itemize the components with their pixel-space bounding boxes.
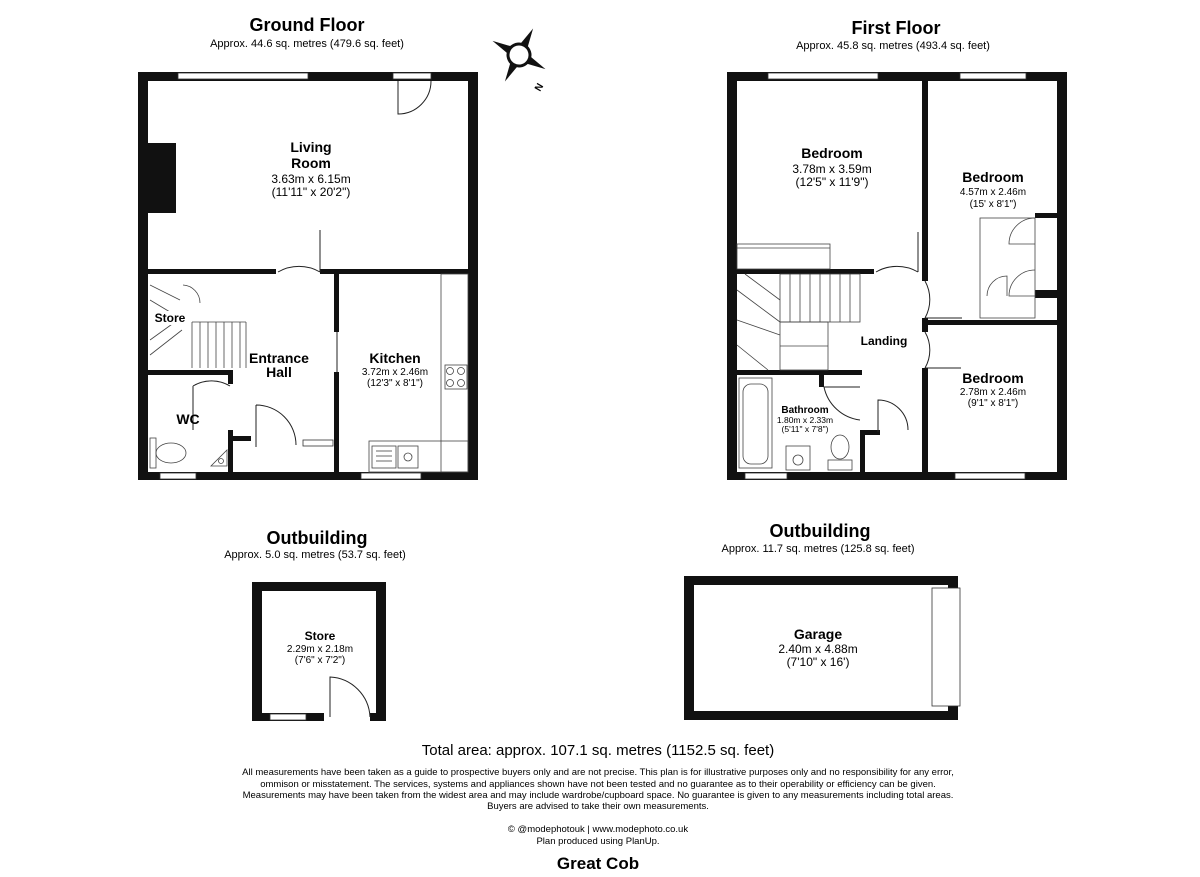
disclaimer-line: Buyers are advised to take their own measurements. <box>487 801 709 812</box>
first-floor-title: First Floor <box>851 18 941 38</box>
door-swing <box>330 677 370 717</box>
outbuilding-store-plan <box>252 582 386 721</box>
outbuilding-store-dimensions: 2.29m x 2.18m <box>286 644 354 655</box>
window <box>178 73 308 79</box>
door-swing <box>398 81 431 114</box>
bedroom-1-dimensions: (12'5" x 11'9") <box>795 175 869 189</box>
outbuilding-left-title: Outbuilding <box>266 528 368 548</box>
entrance-hall-label: Hall <box>266 364 292 380</box>
disclaimer-line: ommison or misstatement. The services, systems and appliances shown have not been tested and no guarantee as to their operability or efficiency can be given. <box>260 779 936 790</box>
window <box>160 473 196 479</box>
outbuilding-right-title: Outbuilding <box>769 521 871 541</box>
wc-fittings <box>150 438 227 468</box>
door-swing <box>925 332 961 368</box>
outbuilding-right-area: Approx. 11.7 sq. metres (125.8 sq. feet) <box>721 543 915 555</box>
bedroom-1-dimensions: 3.78m x 3.59m <box>792 162 872 176</box>
garage-dimensions: 2.40m x 4.88m <box>778 642 858 656</box>
disclaimer-line: All measurements have been taken as a guide to prospective buyers only and are not precise. This plan is for illustrative purposes only and no responsibility for any error, <box>242 767 954 778</box>
living-room-label: Room <box>291 155 331 171</box>
wc-label: WC <box>176 411 200 427</box>
garage-label: Garage <box>793 626 843 642</box>
living-room-label: Living <box>290 139 332 155</box>
compass-north-label: N <box>533 81 547 94</box>
ground-floor-title: Ground Floor <box>249 15 365 35</box>
door-swing <box>876 232 918 272</box>
compass-icon <box>478 14 559 95</box>
living-room-dimensions: 3.63m x 6.15m <box>271 172 351 186</box>
kitchen-label: Kitchen <box>369 350 421 366</box>
cupboard-door <box>878 400 908 432</box>
garage-plan <box>684 576 960 720</box>
window <box>303 440 333 446</box>
credits-line: © @modephotouk | www.modephoto.co.uk <box>507 824 689 835</box>
ground-floor-plan <box>138 72 478 480</box>
staircase <box>737 274 860 370</box>
bedroom-2-dimensions: 4.57m x 2.46m <box>959 187 1027 198</box>
window <box>768 73 878 79</box>
bedroom-3-dimensions: (9'1" x 8'1") <box>967 398 1019 409</box>
window <box>361 473 421 479</box>
bedroom-2-label: Bedroom <box>962 169 1024 185</box>
first-floor-plan <box>727 72 1067 480</box>
living-room-dimensions: (11'11" x 20'2") <box>271 185 351 199</box>
landing-label: Landing <box>860 334 908 348</box>
window <box>393 73 431 79</box>
garage-dimensions: (7'10" x 16') <box>786 655 850 669</box>
bedroom-2-dimensions: (15' x 8'1") <box>969 199 1017 210</box>
chimney-breast <box>148 143 176 213</box>
window <box>960 73 1026 79</box>
ground-floor-area: Approx. 44.6 sq. metres (479.6 sq. feet) <box>210 38 404 50</box>
outbuilding-left-area: Approx. 5.0 sq. metres (53.7 sq. feet) <box>224 549 406 561</box>
door-swing <box>925 281 962 318</box>
window <box>955 473 1025 479</box>
outbuilding-store-dimensions: (7'6" x 7'2") <box>294 655 346 666</box>
property-name: Great Cob <box>556 854 640 873</box>
store-label: Store <box>154 311 186 325</box>
bedroom-3-dimensions: 2.78m x 2.46m <box>959 387 1027 398</box>
staircase <box>150 285 246 368</box>
outbuilding-store-label: Store <box>304 629 336 643</box>
entrance-hall-label: Entrance <box>249 350 309 366</box>
garage-door <box>932 588 960 706</box>
disclaimer-line: Measurements may have been taken from the widest area and may include wardrobe/cupboard space. No guarantee is given to any measurements including total areas. <box>242 790 954 801</box>
kitchen-dimensions: 3.72m x 2.46m <box>361 367 429 378</box>
bathroom-label: Bathroom <box>781 405 829 416</box>
bathroom-dimensions: 1.80m x 2.33m <box>776 415 834 425</box>
window <box>745 473 787 479</box>
first-floor-area: Approx. 45.8 sq. metres (493.4 sq. feet) <box>796 40 990 52</box>
front-door-swing <box>256 405 296 447</box>
bedroom-1-label: Bedroom <box>801 145 863 161</box>
total-area: Total area: approx. 107.1 sq. metres (1152.5 sq. feet) <box>421 742 775 759</box>
window <box>270 714 306 720</box>
credits-line: Plan produced using PlanUp. <box>536 836 660 847</box>
door-swing <box>278 230 320 272</box>
kitchen-dimensions: (12'3" x 8'1") <box>367 378 423 389</box>
bedroom-3-label: Bedroom <box>962 370 1024 386</box>
bathroom-dimensions: (5'11" x 7'8") <box>781 424 829 434</box>
